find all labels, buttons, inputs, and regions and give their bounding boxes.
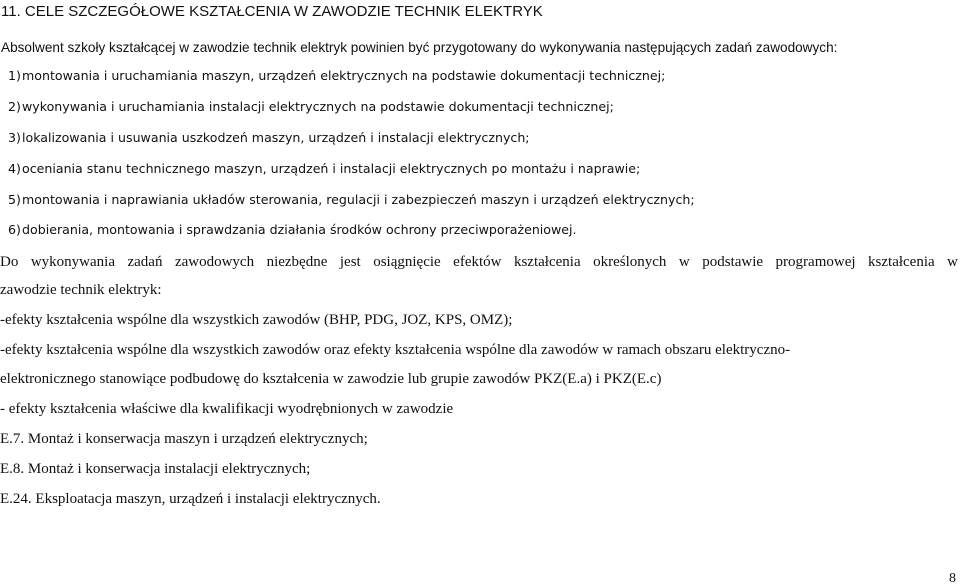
qualification-item: E.24. Eksploatacja maszyn, urządzeń i instalacji elektrycznych. [0,491,381,507]
effects-lead-line: zawodzie technik elektryk: [0,282,162,298]
list-number: 2) [8,99,21,114]
list-number: 6) [8,222,21,237]
list-number: 3) [8,130,21,145]
list-item [8,161,640,176]
section-title: 11. CELE SZCZEGÓŁOWE KSZTAŁCENIA W ZAWODZIE TECHNIK ELEKTRYK [1,3,543,20]
qualification-item: E.8. Montaż i konserwacja instalacji elektrycznych; [0,461,311,477]
effects-lead-line: Do wykonywania zadań zawodowych niezbędne jest osiągnięcie efektów kształcenia określonych w podstawie programowej kształcenia w [0,254,958,270]
qualification-item: E.7. Montaż i konserwacja maszyn i urządzeń elektrycznych; [0,431,368,447]
effects-specific: - efekty kształcenia właściwe dla kwalifikacji wyodrębnionych w zawodzie [0,401,454,417]
list-item [8,68,665,83]
page-number: 8 [949,571,956,586]
list-item [8,192,695,207]
list-text: montowania i uruchamiania maszyn, urządzeń elektrycznych na podstawie dokumentacji technicznej; [22,68,666,83]
intro-text: Absolwent szkoły kształcącej w zawodzie technik elektryk powinien być przygotowany do wykonywania następujących zadań zawodowych: [1,40,838,55]
list-number: 4) [8,161,21,176]
list-text: lokalizowania i usuwania uszkodzeń maszyn, urządzeń i instalacji elektrycznych; [22,130,530,145]
effects-area-line: -efekty kształcenia wspólne dla wszystkich zawodów oraz efekty kształcenia wspólne dla zawodów w ramach obszaru elektryczno- [0,342,791,358]
effects-area-line: elektronicznego stanowiące podbudowę do kształcenia w zawodzie lub grupie zawodów PKZ(E.a) i PKZ(E.c) [0,371,662,387]
list-text: wykonywania i uruchamiania instalacji elektrycznych na podstawie dokumentacji technicznej; [22,99,614,114]
effects-common: -efekty kształcenia wspólne dla wszystkich zawodów (BHP, PDG, JOZ, KPS, OMZ); [0,312,513,328]
list-text: dobierania, montowania i sprawdzania działania środków ochrony przeciwporażeniowej. [22,222,577,237]
list-number: 1) [8,68,21,83]
list-item [8,130,530,145]
list-text: oceniania stanu technicznego maszyn, urządzeń i instalacji elektrycznych po montażu i naprawie; [22,161,641,176]
list-item [8,222,577,237]
list-text: montowania i naprawiania układów sterowania, regulacji i zabezpieczeń maszyn i urządzeń elektrycznych; [22,192,695,207]
list-number: 5) [8,192,21,207]
list-item [8,99,614,114]
